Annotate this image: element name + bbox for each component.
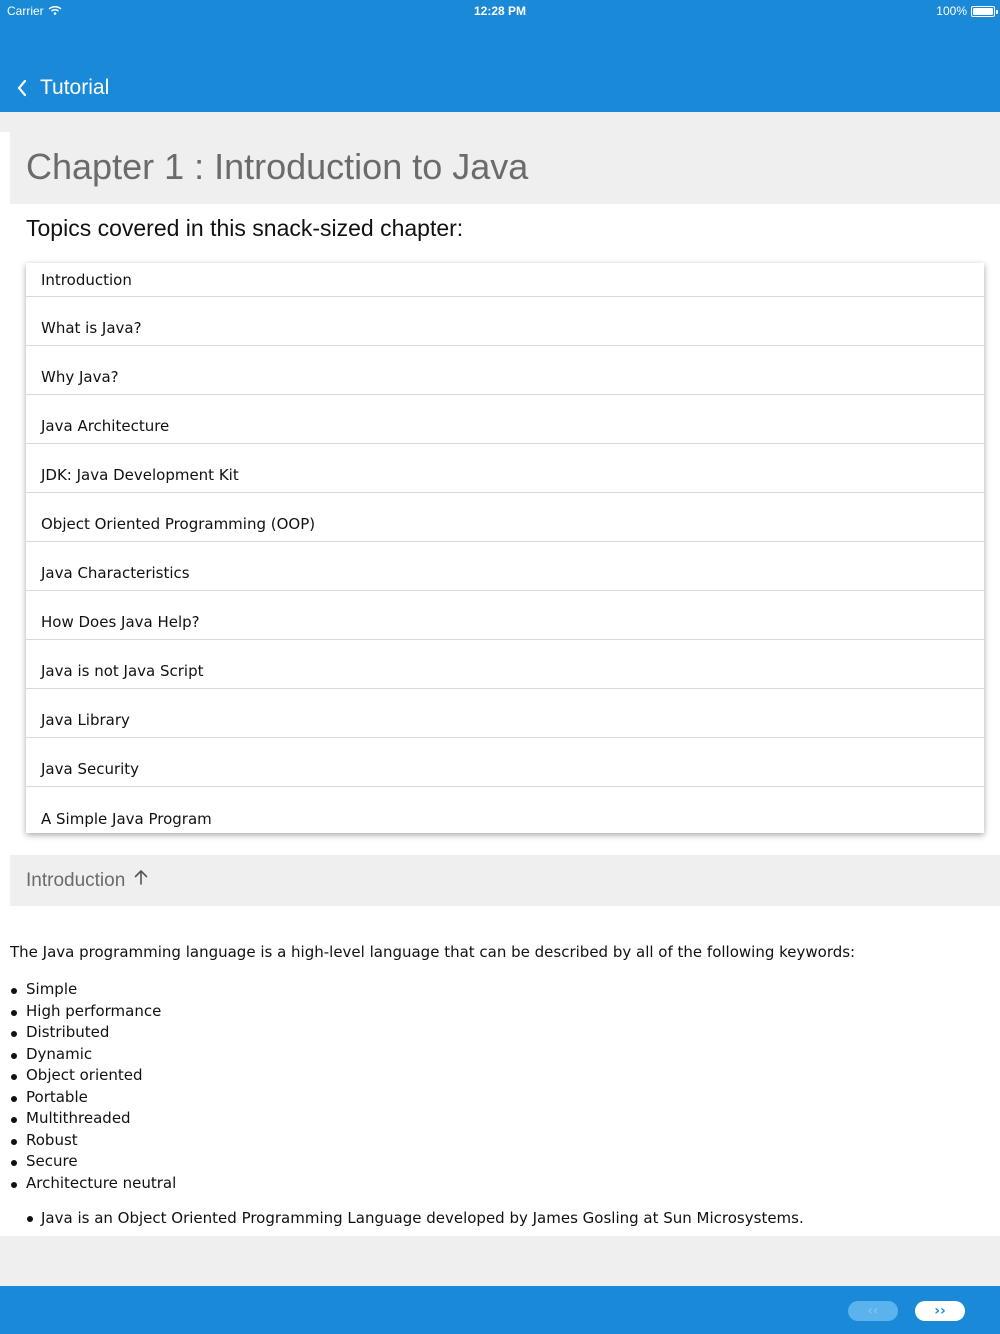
topic-item-introduction[interactable]: Introduction [26,263,984,297]
list-item: Simple [10,979,176,1001]
list-item: Object oriented [10,1065,176,1087]
topics-list [26,263,984,833]
list-item: Portable [10,1087,176,1109]
tutorial-content [0,112,1000,1286]
section-title: Introduction [26,869,126,891]
topic-item-java-not-javascript[interactable]: Java is not Java Script [26,640,984,689]
intro-paragraph: The Java programming language is a high-level language that can be described by all of the following keywords: [10,943,856,961]
battery-percent: 100% [936,4,967,18]
previous-page-button[interactable]: ‹‹ [848,1301,898,1321]
back-button[interactable] [0,70,109,106]
topic-item-java-library[interactable]: Java Library [26,689,984,738]
list-item: Multithreaded [10,1108,176,1130]
next-page-button[interactable]: ›› [915,1301,965,1321]
chapter-header [10,132,1000,204]
top-spacer [0,112,1000,132]
topic-item-oop[interactable]: Object Oriented Programming (OOP) [26,493,984,542]
topic-item-java-characteristics[interactable]: Java Characteristics [26,542,984,591]
list-item: Secure [10,1151,176,1173]
topic-item-jdk[interactable]: JDK: Java Development Kit [26,444,984,493]
list-item: Dynamic [10,1044,176,1066]
bottom-toolbar [0,1286,1000,1334]
top-bar [0,0,1000,112]
note-item: Java is an Object Oriented Programming Language developed by James Gosling at Sun Microsystems. [26,1208,804,1229]
topic-item-java-architecture[interactable]: Java Architecture [26,395,984,444]
list-item: Robust [10,1130,176,1152]
arrow-up-icon[interactable] [133,868,149,886]
topics-heading: Topics covered in this snack-sized chapter: [26,215,464,241]
topic-item-simple-java-program[interactable]: A Simple Java Program [41,810,212,828]
chapter-title: Chapter 1 : Introduction to Java [26,146,529,187]
topic-item-java-security[interactable]: Java Security [26,738,984,787]
bottom-spacer [0,1236,1000,1286]
carrier-label: Carrier [7,4,44,18]
chevron-left-icon[interactable] [4,70,40,106]
status-bar [0,0,1000,22]
back-button-label[interactable]: Tutorial [40,76,110,99]
list-item: Architecture neutral [10,1173,176,1195]
keywords-list [10,979,176,1194]
topic-item-how-does-java-help[interactable]: How Does Java Help? [26,591,984,640]
list-item: High performance [10,1001,176,1023]
battery-indicator [936,4,995,18]
topic-item-why-java[interactable]: Why Java? [26,346,984,395]
status-time: 12:28 PM [473,4,527,18]
topic-item-what-is-java[interactable]: What is Java? [26,297,984,346]
section-header-introduction [10,855,1000,906]
battery-icon [971,6,995,17]
list-item: Distributed [10,1022,176,1044]
note-list [26,1208,804,1229]
